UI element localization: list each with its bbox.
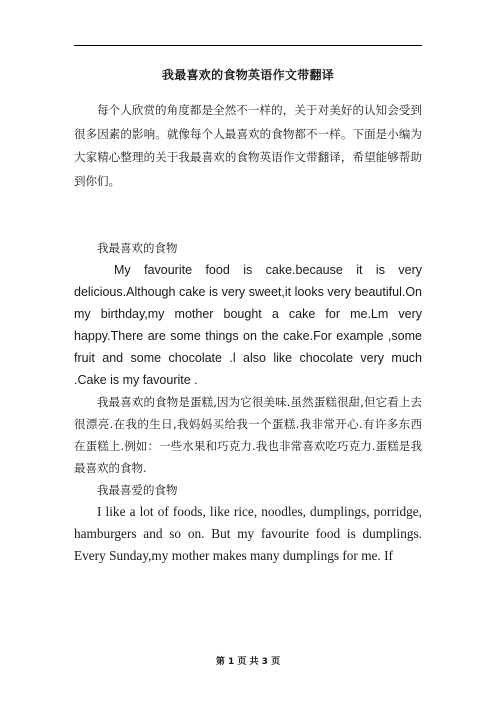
- paragraph-spacer: [74, 193, 422, 215]
- essay2-english: I like a lot of foods, like rice, noodles, dumplings, porridge, hamburgers and so on. But my favourite food is dumplings. Every Sunday,my mother makes many dumplings for me. If: [74, 504, 422, 563]
- paragraph-spacer: [74, 215, 422, 237]
- essay1-english: My favourite food is cake.because it is very delicious.Although cake is very sweet,it looks very beautiful.On my birthday,my mother bought a cake for me.Lm very happy.There are some things on the cake.For example ,some fruit and some chocolate .l also like chocolate very much .Cake is my favourite .: [74, 263, 422, 387]
- intro-paragraph: 每个人欣赏的角度都是全然不一样的，关于对美好的认知会受到很多因素的影响。就像每个人最喜欢的食物都不一样。下面是小编为大家精心整理的关于我最喜欢的食物英语作文带翻译，希望能够帮助到你们。: [74, 103, 422, 188]
- essay1-heading: 我最喜欢的食物: [97, 241, 178, 255]
- essay1-chinese: 我最喜欢的食物是蛋糕,因为它很美味.虽然蛋糕很甜,但它看上去很漂亮.在我的生日,我妈妈买给我一个蛋糕.我非常开心.有许多东西在蛋糕上.例如：一些水果和巧克力.我也非常喜欢吃巧克力.蛋糕是我最喜欢的食物.: [74, 395, 422, 475]
- page-footer: 第 1 页 共 3 页: [215, 657, 281, 667]
- document-body: [74, 99, 422, 567]
- header-rule: [74, 45, 422, 46]
- document-title: 我最喜欢的食物英语作文带翻译: [161, 68, 335, 82]
- essay2-heading: 我最喜爱的食物: [97, 483, 178, 497]
